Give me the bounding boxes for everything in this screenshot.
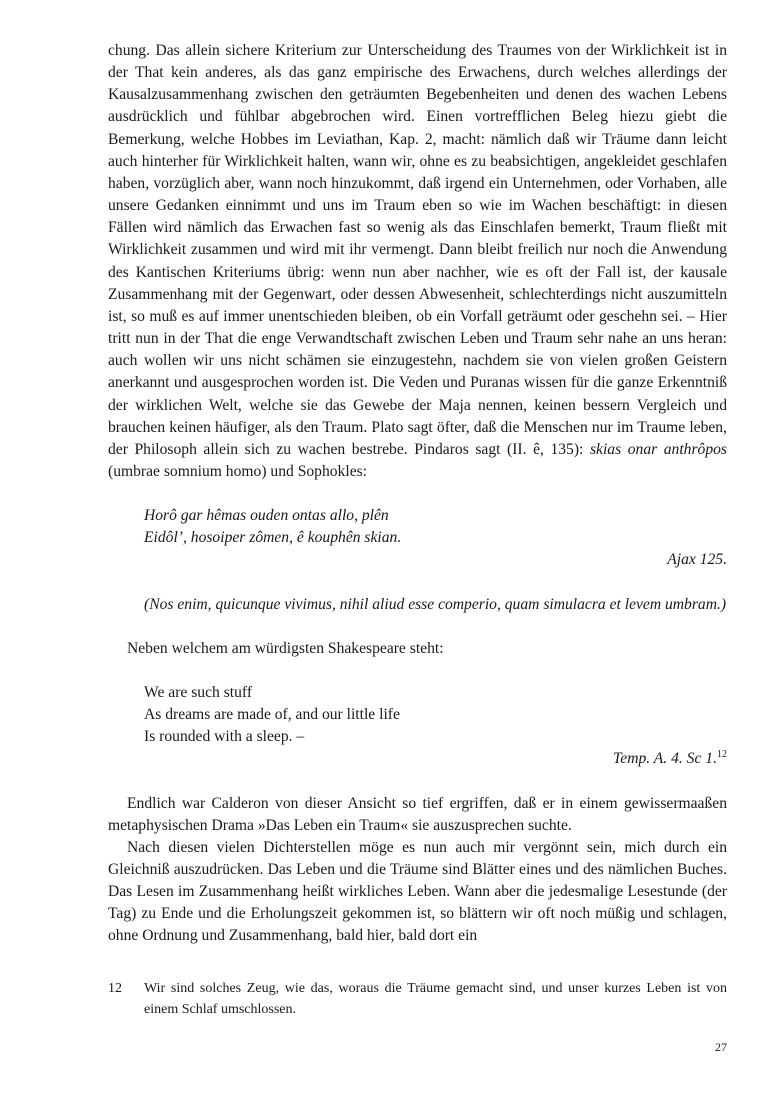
latin-translation: (Nos enim, quicunque vivimus, nihil aliud esse comperio, quam simulacra et levem umbram.) — [144, 595, 727, 613]
shakespeare-verse — [108, 682, 727, 748]
verse-line: Is rounded with a sleep. – — [144, 728, 305, 746]
verse-line: Eidôl’, hosoiper zômen, ê kouphên skian. — [144, 529, 402, 547]
main-text — [108, 40, 727, 948]
shakespeare-intro: Neben welchem am würdigsten Shakespeare steht: — [127, 639, 444, 657]
sophocles-verse — [108, 505, 727, 549]
verse-source: Temp. A. 4. Sc 1.12 — [613, 749, 727, 768]
footnote-number: 12 — [108, 981, 122, 996]
paragraph-book-simile: Nach diesen vielen Dichterstellen möge es nun auch mir vergönnt sein, mich durch ein Gleichniß auszudrücken. Das Leben und die Träume sind Blätter eines und des nämlichen Buches. Das Lesen im Zusammenhang heißt wirkliches Leben. Wann aber die jedesmalige Lesestunde (der Tag) zu Ende und die Erholungszeit gekommen ist, so blättern wir oft noch müßig und schlagen, ohne Ordnung und Zusammenhang, bald hier, bald dort ein — [108, 838, 727, 945]
footnote — [108, 978, 727, 1020]
paragraph-calderon: Endlich war Calderon von dieser Ansicht so tief ergriffen, daß er in einem gewissermaaßen metaphysischen Drama »Das Leben ein Traum« sie auszusprechen suchte. — [108, 794, 727, 834]
footnote-text: Wir sind solches Zeug, wie das, woraus die Träume gemacht sind, und unser kurzes Leben ist von einem Schlaf umschlossen. — [144, 981, 727, 1017]
greek-phrase: skias onar anthrôpos — [589, 440, 727, 458]
verse-line: Horô gar hêmas ouden ontas allo, plên — [144, 507, 389, 525]
footnote-marker[interactable]: 12 — [717, 749, 727, 761]
page-number: 27 — [715, 1040, 727, 1054]
verse-source: Ajax 125. — [667, 551, 727, 569]
verse-line: We are such stuff — [144, 683, 253, 701]
verse-line: As dreams are made of, and our little life — [144, 706, 400, 724]
paragraph-dreams-reality: chung. Das allein sichere Kriterium zur Unterscheidung des Traumes von der Wirklichkeit ist in der That kein anderes, als das ganz empirische des Erwachens, durch welches allerdings der Kausalzusammenhang zwischen den geträumten Begebenheiten und denen des wachen Lebens ausdrücklich und fühlbar abgebrochen wird. Einen vortrefflichen Beleg hiezu giebt die Bemerkung, welche Hobbes im Leviathan, Kap. 2, macht: nämlich daß wir Träume dann leicht auch hinterher für Wirklichkeit halten, wann wir, ohne es zu beabsichtigen, angekleidet geschlafen haben, vorzüglich aber, wann noch hinzukommt, daß irgend ein Unternehmen, oder Vorhaben, alle unsere Gedanken einnimmt und uns im Traum eben so wie im Wachen beschäftigt: in diesen Fällen wird nämlich das Erwachen fast so wenig als das Einschlafen bemerkt, Traum fließt mit Wirklichkeit zusammen und wird mit ihr vermengt. Dann bleibt freilich nur noch die Anwendung des Kantischen Kriteriums übrig: wenn nun aber nachher, wie es oft der Fall ist, der kausale Zusammenhang mit der Gegenwart, oder dessen Abwesenheit, schlechterdings nicht auszumitteln ist, so muß es auf immer unentschieden bleiben, ob ein Vorfall geträumt oder geschehn sei. – Hier tritt nun in der That die enge Verwandtschaft zwischen Leben und Traum sehr nahe an uns heran: auch wollen wir uns nicht schämen sie einzugestehn, nachdem sie von vielen großen Geistern anerkannt und ausgesprochen worden ist. Die Veden und Puranas wissen für die ganze Erkenntniß der wirklichen Welt, welche sie das Gewebe der Maja nennen, keinen bessern Vergleich und brauchen keinen häufiger, als den Traum. Plato sagt öfter, daß die Menschen nur im Traume leben, der Philosoph allein sich zu wachen bestrebe. Pindaros sagt (II. ê, 135): skias onar anthrôpos (umbrae somnium homo) und Sophokles: — [108, 42, 727, 480]
